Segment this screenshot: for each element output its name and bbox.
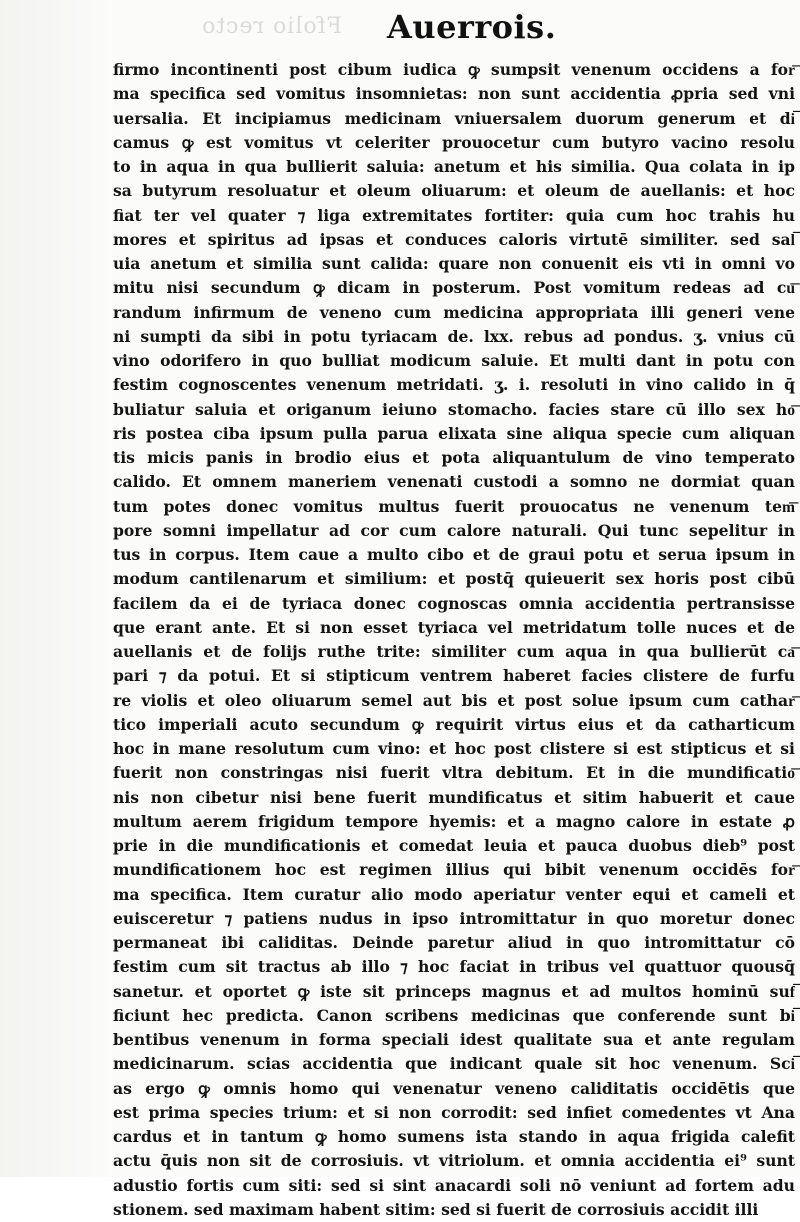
text-line: permaneat ibi caliditas. Deinde paretur aliud in quo intromittatur cō: [113, 933, 795, 952]
text-line: facilem da ei de tyriaca donec cognoscas omnia accidentia pertransisse: [113, 593, 795, 613]
text-line: camus ꝙ est vomitus vt celeriter prouocetur cum butyro vacino resolu: [113, 132, 795, 152]
text-line: bentibus venenum in forma speciali idest qualitate sua et ante regulam: [113, 1030, 795, 1049]
text-line: calido. Et omnem maneriem venenati custodi a somno ne dormiat quan: [113, 472, 795, 492]
text-line: firmo incontinenti post cibum iudica ꝙ sumpsit venenum occidens a for͞: [113, 60, 795, 79]
text-line: sanetur. et oportet ꝙ iste sit princeps magnus et ad multos hominū suf͞: [113, 981, 795, 1001]
text-line: stionem. sed maximam habent sitim: sed si fuerit de corrosiuis accidit illi: [113, 1199, 759, 1219]
bleed-through-text: Ffolio recto: [201, 14, 342, 39]
text-line: buliatur saluia et origanum ieiuno stomacho. facies stare cū illo sex ho͞: [113, 399, 795, 419]
text-line: vino odorifero in quo bulliat modicum saluie. Et multi dant in potu con: [113, 351, 795, 370]
text-line: adustio fortis cum siti: sed si sint anacardi soli nō veniunt ad fortem adu: [113, 1175, 795, 1195]
running-head: Auerrois.: [387, 8, 557, 46]
text-line: randum infirmum de veneno cum medicina appropriata illi generi vene: [113, 302, 795, 322]
text-line: prie in die mundificationis et comedat leuia et pauca duobus dieb⁹ post: [113, 836, 795, 855]
text-line: fiat ter vel quater ⁊ liga extremitates fortiter: quia cum hoc trahis hu: [113, 205, 795, 225]
text-line: hoc in mane resolutum cum vino: et hoc post clistere si est stipticus et si: [113, 739, 795, 758]
text-line: tis micis panis in brodio eius et pota aliquantulum de vino temperato: [113, 448, 795, 467]
text-line: pore somni impellatur ad cor cum calore naturali. Qui tunc sepelitur in: [113, 520, 795, 540]
text-line: fuerit non constringas nisi fuerit vltra debitum. Et in die mundificatio͞: [113, 763, 795, 783]
text-line: actu q̄uis non sit de corrosiuis. vt vitriolum. et omnia accidentia ei⁹ sunt: [113, 1151, 795, 1171]
text-line: uia anetum et similia sunt calida: quare non conuenit eis vti in omni vo: [113, 254, 795, 273]
text-line: auellanis et de folijs ruthe trite: similiter cum aqua in qua bullierūt ca͞: [113, 642, 795, 661]
text-line: festim cognoscentes venenum metridati. ʒ. i. resoluti in vino calido in q̄: [113, 375, 795, 395]
text-line: ficiunt hec predicta. Canon scribens medicinas que conferende sunt bi͞: [113, 1005, 795, 1025]
text-line: modum cantilenarum et similium: et postq̄ quieuerit sex horis post cibū: [113, 569, 795, 589]
text-line: as ergo ꝙ omnis homo qui venenatur veneno caliditatis occidētis que: [113, 1078, 795, 1098]
text-line: tico imperiali acuto secundum ꝙ requirit virtus eius et da catharticum: [113, 714, 795, 734]
text-line: ris postea ciba ipsum pulla parua elixata sine aliqua specie cum aliquan: [113, 423, 795, 443]
text-line: mitu nisi secundum ꝙ dicam in posterum. Post vomitum redeas ad cu͞: [113, 278, 795, 298]
text-line: euisceretur ⁊ patiens nudus in ipso intromittatur in quo moretur donec: [113, 908, 795, 928]
text-line: que erant ante. Et si non esset tyriaca vel metridatum tolle nuces et de: [113, 617, 795, 637]
text-line: ma specifica. Item curatur alio modo aperiatur venter equi et cameli et: [113, 884, 795, 904]
text-line: mores et spiritus ad ipsas et conduces caloris virtutē similiter. sed sal͞: [113, 229, 795, 249]
text-line: sa butyrum resoluatur et oleum oliuarum: et oleum de auellanis: et hoc: [113, 181, 795, 201]
text-line: re violis et oleo oliuarum semel aut bis et post solue ipsum cum cathar͞: [113, 690, 795, 710]
text-line: multum aerem frigidum tempore hyemis: et a magno calore in estate ꝓ: [113, 811, 795, 831]
text-line: festim cum sit tractus ab illo ⁊ hoc faciat in tribus vel quattuor quousq̄: [113, 957, 795, 977]
text-line: to in aqua in qua bullierit saluia: anetum et his similia. Qua colata in ip: [113, 157, 795, 176]
text-line: medicinarum. scias accidentia que indicant quale sit hoc venenum. Sci͞: [113, 1054, 795, 1074]
text-block: [113, 58, 795, 1222]
text-line: cardus et in tantum ꝙ homo sumens ista stando in aqua frigida calefit: [113, 1127, 795, 1146]
text-line: nis non cibetur nisi bene fuerit mundificatus et sitim habuerit et caue: [113, 787, 795, 807]
text-line: tum potes donec vomitus multus fuerit prouocatus ne venenum tem͞: [113, 496, 795, 516]
text-line: mundificationem hoc est regimen illius qui bibit venenum occidēs for͞: [113, 860, 795, 880]
text-line: uersalia. Et incipiamus medicinam vniuersalem duorum generum et di͞: [113, 108, 795, 128]
text-line: ma specifica sed vomitus insomnietas: non sunt accidentia ꝓpria sed vni: [113, 84, 795, 104]
text-line: ni sumpti da sibi in potu tyriacam de. lxx. rebus ad pondus. ʒ. vnius cū: [113, 326, 795, 346]
text-line: tus in corpus. Item caue a multo cibo et de graui potu et serua ipsum in: [113, 545, 795, 564]
text-line: est prima species trium: et si non corrodit: sed infiet comedentes vt Ana: [113, 1102, 795, 1122]
text-line: pari ⁊ da potui. Et si stipticum ventrem haberet facies clistere de furfu: [113, 666, 795, 686]
